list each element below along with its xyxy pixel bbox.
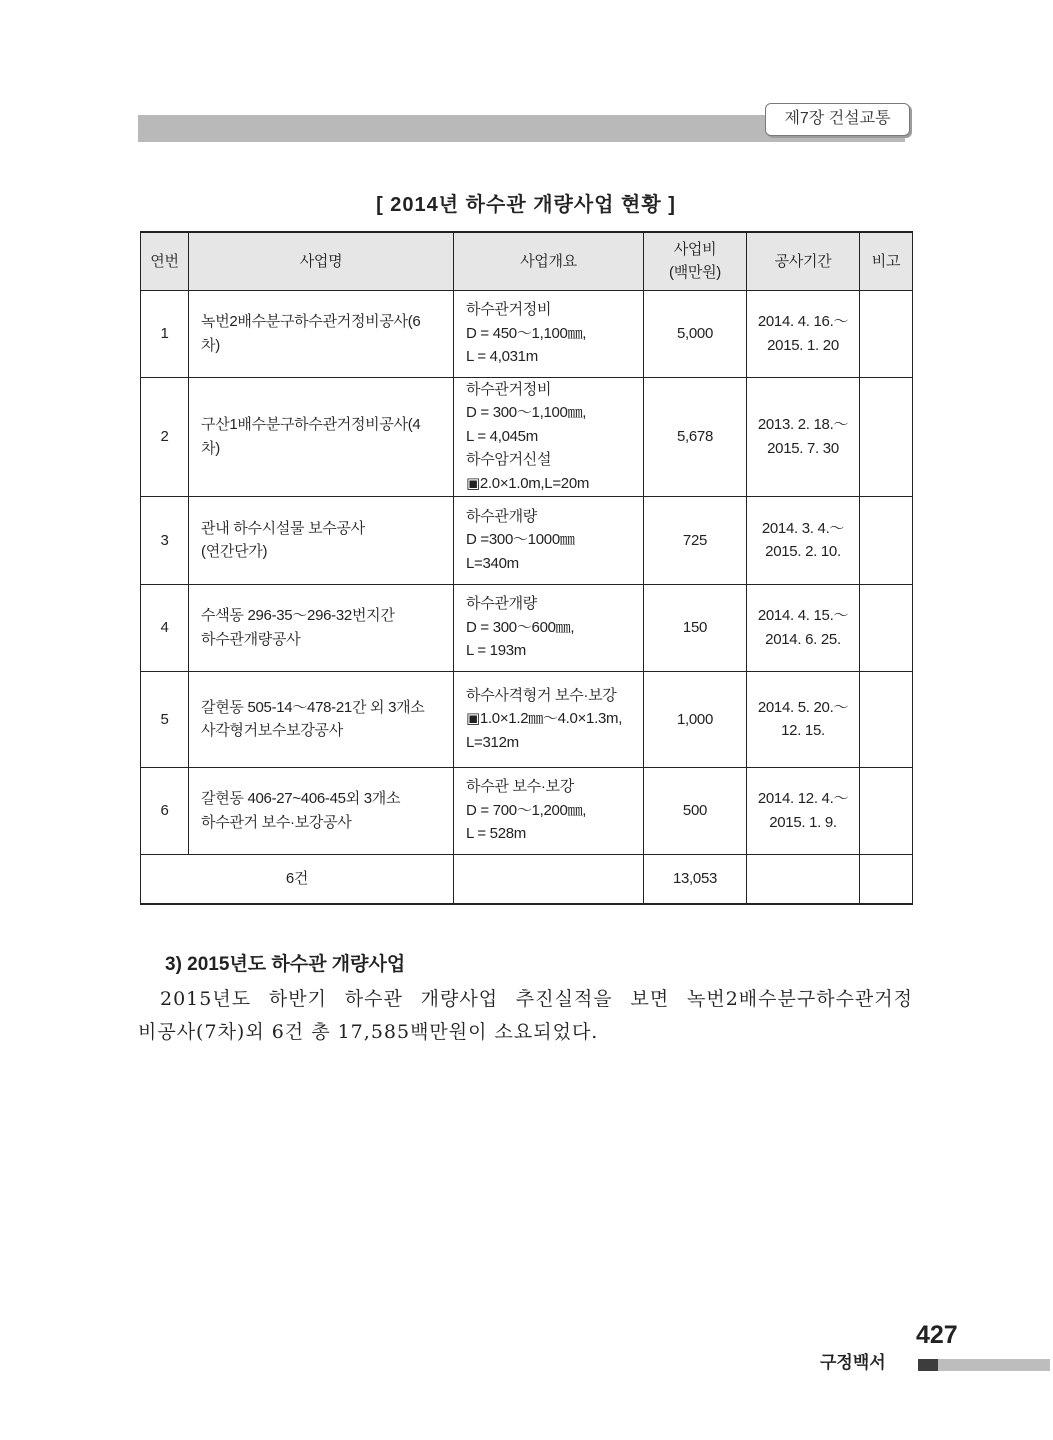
- table-row: [141, 496, 913, 584]
- table-row: [141, 584, 913, 671]
- row-period-start: 2014. 12. 4.～: [757, 790, 849, 807]
- row-period-start: 2014. 3. 4.～: [761, 519, 845, 537]
- row-no: 2: [141, 377, 189, 496]
- section-paragraph: [138, 983, 913, 1049]
- row-project-name-line: 차): [201, 439, 220, 457]
- row-project-name-line: 갈현동 406-27~406-45외 3개소: [201, 790, 401, 807]
- row-cost: 150: [644, 584, 747, 671]
- row-project-name: [189, 584, 454, 671]
- total-label: 6건: [141, 854, 454, 904]
- total-note-cell: [860, 854, 913, 904]
- row-period-end: 12. 15.: [781, 722, 825, 739]
- row-period-end: 2015. 2. 10.: [765, 543, 841, 560]
- row-project-name-line: 수색동 296-35～296-32번지간: [201, 607, 395, 624]
- row-no: 1: [141, 290, 189, 377]
- row-project-name: [189, 767, 454, 854]
- row-project-name-line: 녹번2배수분구하수관거정비공사(6: [201, 313, 421, 330]
- row-period-start: 2014. 4. 15.～: [757, 607, 849, 624]
- row-overview: [454, 496, 644, 584]
- row-overview-line: L=340m: [466, 554, 519, 572]
- row-overview-line: L=312m: [466, 733, 519, 751]
- row-overview-line: L = 528m: [466, 825, 527, 843]
- table-row: [141, 290, 913, 377]
- row-project-name-line: 구산1배수분구하수관거정비공사(4: [201, 416, 421, 433]
- row-note: [860, 584, 913, 671]
- row-no: 3: [141, 496, 189, 584]
- row-project-name: [189, 377, 454, 496]
- col-header-cost: [644, 232, 747, 290]
- table-total-row: [141, 854, 913, 904]
- row-overview-line: 하수관거정비: [466, 301, 552, 319]
- row-period: [747, 584, 860, 671]
- row-period-start: 2013. 2. 18.～: [757, 416, 849, 433]
- footer-mark: [918, 1359, 938, 1371]
- row-note: [860, 290, 913, 377]
- row-period: [747, 290, 860, 377]
- row-cost: 5,000: [644, 290, 747, 377]
- projects-table: [140, 231, 913, 905]
- row-period-end: 2014. 6. 25.: [765, 630, 841, 648]
- row-project-name-line: 관내 하수시설물 보수공사: [201, 519, 365, 537]
- row-cost: 5,678: [644, 377, 747, 496]
- row-overview-line: 하수관거정비: [466, 380, 552, 398]
- row-overview-line: 하수관개량: [466, 595, 537, 613]
- table-header-row: [141, 232, 913, 290]
- table-row: [141, 671, 913, 767]
- row-overview-line: D = 700～1,200㎜,: [466, 801, 587, 819]
- row-overview-line: L = 4,045m: [466, 427, 538, 445]
- row-project-name: [189, 671, 454, 767]
- row-project-name-line: 하수관개량공사: [201, 630, 301, 648]
- row-no: 5: [141, 671, 189, 767]
- row-period-start: 2014. 4. 16.～: [757, 313, 849, 330]
- row-project-name-line: (연간단가): [201, 543, 268, 560]
- row-overview-line: D =300～1000㎜: [466, 531, 575, 549]
- col-header-name: 사업명: [189, 232, 454, 290]
- row-overview: [454, 584, 644, 671]
- row-overview-line: ▣2.0×1.0m,L=20m: [466, 474, 590, 492]
- row-period: [747, 377, 860, 496]
- book-title: 구정백서: [820, 1353, 886, 1372]
- total-cost: 13,053: [644, 854, 747, 904]
- row-cost: 725: [644, 496, 747, 584]
- row-no: 6: [141, 767, 189, 854]
- col-header-cost-label: 사업비: [673, 240, 717, 258]
- col-header-period: 공사기간: [747, 232, 860, 290]
- row-overview: [454, 377, 644, 496]
- row-overview-line: 하수관 보수·보강: [466, 778, 574, 796]
- row-overview-line: 하수암거신설: [466, 451, 552, 469]
- row-overview-line: D = 300～1,100㎜,: [466, 404, 587, 422]
- row-cost: 1,000: [644, 671, 747, 767]
- row-period-end: 2015. 1. 20: [767, 336, 839, 354]
- total-period-cell: [747, 854, 860, 904]
- row-period-end: 2015. 7. 30: [767, 439, 839, 457]
- row-overview-line: 하수관개량: [466, 507, 537, 525]
- row-project-name: [189, 290, 454, 377]
- table-row: [141, 377, 913, 496]
- row-overview-line: D = 450～1,100㎜,: [466, 324, 587, 342]
- chapter-tab: 제7장 건설교통: [765, 103, 910, 136]
- section-heading: 3) 2015년도 하수관 개량사업: [165, 954, 406, 975]
- row-overview: [454, 290, 644, 377]
- row-no: 4: [141, 584, 189, 671]
- row-project-name: [189, 496, 454, 584]
- total-overview-cell: [454, 854, 644, 904]
- page-number: 427: [916, 1321, 958, 1349]
- paragraph-line: 2015년도 하반기 하수관 개량사업 추진실적을 보면 녹번2배수분구하수관거정: [160, 988, 913, 1010]
- row-period-end: 2015. 1. 9.: [769, 813, 837, 831]
- row-overview-line: D = 300～600㎜,: [466, 618, 575, 636]
- row-overview: [454, 767, 644, 854]
- row-overview-line: L = 4,031m: [466, 348, 538, 366]
- row-period: [747, 671, 860, 767]
- paragraph-line: 비공사(7차)외 6건 총 17,585백만원이 소요되었다.: [138, 1021, 599, 1043]
- row-note: [860, 377, 913, 496]
- row-period: [747, 767, 860, 854]
- col-header-no: 연번: [141, 232, 189, 290]
- table-row: [141, 767, 913, 854]
- row-note: [860, 671, 913, 767]
- row-note: [860, 496, 913, 584]
- row-project-name-line: 하수관거 보수·보강공사: [201, 813, 352, 831]
- row-project-name-line: 갈현동 505-14～478-21간 외 3개소: [201, 698, 425, 716]
- row-overview-line: 하수사격형거 보수·보강: [466, 686, 617, 704]
- col-header-overview: 사업개요: [454, 232, 644, 290]
- row-overview-line: L = 193m: [466, 642, 527, 660]
- row-note: [860, 767, 913, 854]
- row-period: [747, 496, 860, 584]
- row-overview: [454, 671, 644, 767]
- row-project-name-line: 차): [201, 336, 220, 354]
- row-overview-line: ▣1.0×1.2㎜～4.0×1.3m,: [466, 710, 623, 728]
- col-header-cost-unit: (백만원): [669, 264, 721, 282]
- col-header-note: 비고: [860, 232, 913, 290]
- row-project-name-line: 사각형거보수보강공사: [201, 722, 343, 739]
- row-cost: 500: [644, 767, 747, 854]
- row-period-start: 2014. 5. 20.～: [757, 698, 849, 716]
- footer-bar: [938, 1359, 1050, 1371]
- table-title: [ 2014년 하수관 개량사업 현황 ]: [376, 194, 676, 216]
